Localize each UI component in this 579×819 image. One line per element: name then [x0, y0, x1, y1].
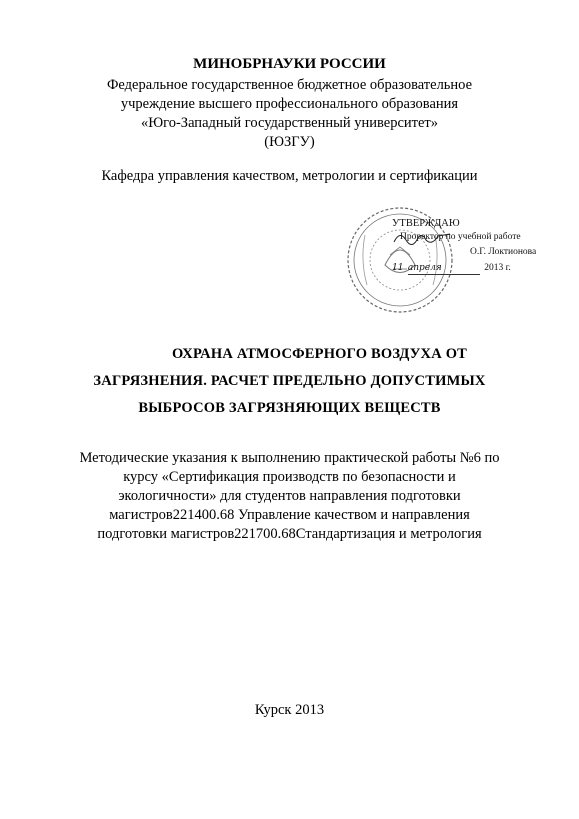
- approval-title: УТВЕРЖДАЮ: [392, 218, 460, 229]
- approval-date-month: [408, 263, 480, 275]
- description-line-2: курсу «Сертификация производств по безопасности и: [123, 469, 456, 485]
- approval-date-year: 2013 г.: [484, 263, 511, 273]
- org-line-2: учреждение высшего профессионального образования: [120, 96, 459, 112]
- ministry-heading: МИНОБРНАУКИ РОССИИ: [193, 56, 386, 72]
- approval-date-day: 11: [392, 263, 404, 273]
- department-name: Кафедра управления качеством, метрологии и сертификации: [101, 168, 478, 184]
- doc-title-line-3: ВЫБРОСОВ ЗАГРЯЗНЯЮЩИХ ВЕЩЕСТВ: [138, 400, 441, 416]
- approval-role: Проректор по учебной работе: [400, 232, 521, 242]
- description-line-3: экологичности» для студентов направления подготовки: [118, 488, 461, 504]
- signature-icon: [392, 228, 452, 248]
- description-line-5: подготовки магистров221700.68Стандартизация и метрология: [97, 526, 482, 542]
- doc-title-line-2: ЗАГРЯЗНЕНИЯ. РАСЧЕТ ПРЕДЕЛЬНО ДОПУСТИМЫХ: [93, 373, 486, 389]
- doc-title-line-1: ОХРАНА АТМОСФЕРНОГО ВОЗДУХА ОТ: [171, 346, 468, 362]
- approval-date-month-text: апреля: [407, 263, 442, 273]
- approval-date: [392, 263, 511, 275]
- org-line-3: «Юго-Западный государственный университет»: [140, 115, 439, 131]
- city-year: Курск 2013: [254, 702, 325, 718]
- description-line-4: магистров221400.68 Управление качеством и направления: [109, 507, 470, 523]
- org-line-1: Федеральное государственное бюджетное образовательное: [106, 77, 473, 93]
- description-line-1: Методические указания к выполнению практической работы №6 по: [79, 450, 500, 466]
- approval-name: О.Г. Локтионова: [470, 247, 537, 257]
- org-line-4: (ЮЗГУ): [264, 134, 315, 150]
